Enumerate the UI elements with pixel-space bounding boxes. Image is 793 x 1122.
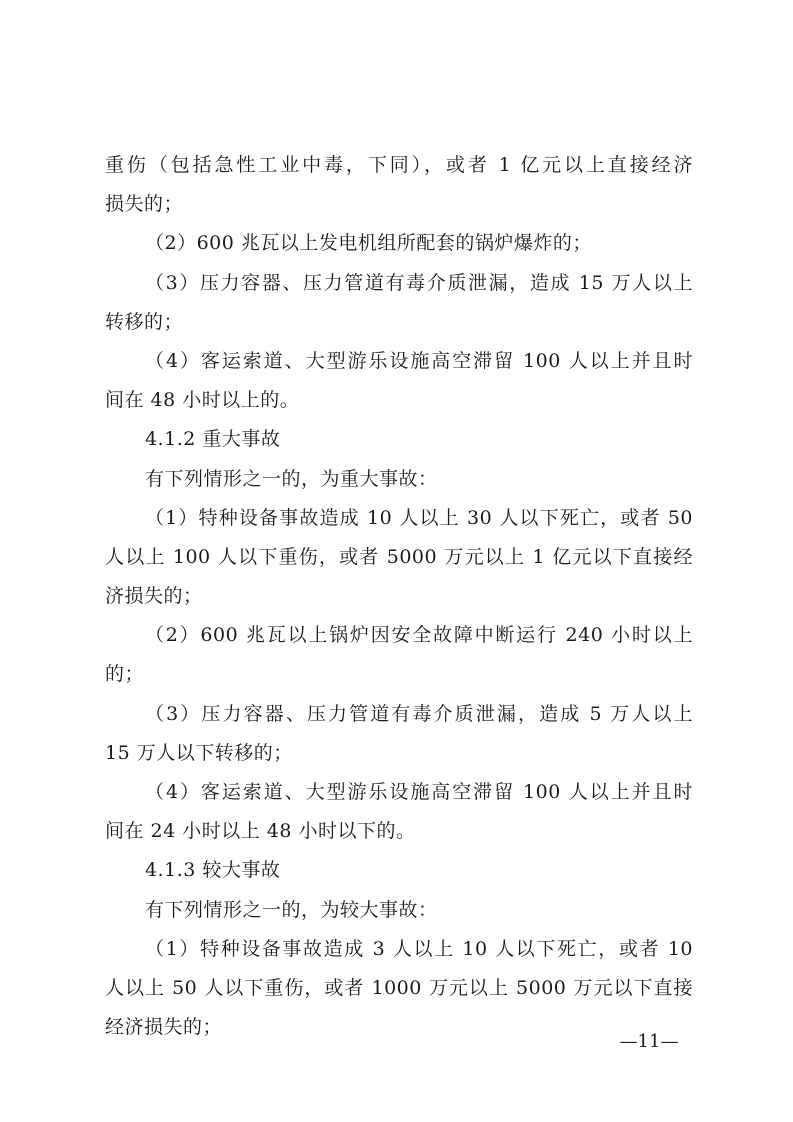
text-line: （3）压力容器、压力管道有毒介质泄漏，造成 15 万人以上 [145,271,693,294]
section-heading: 4.1.3 较大事故 [145,859,281,882]
text-line: （2）600 兆瓦以上锅炉因安全故障中断运行 240 小时以上 [145,624,693,647]
text-line: （1）特种设备事故造成 10 人以上 30 人以下死亡，或者 50 [145,506,693,529]
text-line: 损失的； [105,193,184,216]
text-line: 人以上 50 人以下重伤，或者 1000 万元以上 5000 万元以下直接 [105,976,693,999]
text-line: （3）压力容器、压力管道有毒介质泄漏，造成 5 万人以上 [145,702,693,725]
text-line: 有下列情形之一的，为较大事故： [145,898,438,921]
text-line: 转移的； [105,310,184,333]
text-line: （2）600 兆瓦以上发电机组所配套的锅炉爆炸的； [145,232,592,255]
text-line: 人以上 100 人以下重伤，或者 5000 万元以上 1 亿元以下直接经 [105,545,693,568]
section-heading: 4.1.2 重大事故 [145,428,281,451]
text-line: （4）客运索道、大型游乐设施高空滞留 100 人以上并且时 [145,781,693,803]
text-line: 重伤（包括急性工业中毒，下同），或者 1 亿元以上直接经济 [105,154,693,176]
text-line: 15 万人以下转移的； [105,741,293,764]
text-line: 的； [105,663,145,686]
text-line: （4）客运索道、大型游乐设施高空滞留 100 人以上并且时 [145,349,693,372]
page-number: —11— [619,1031,679,1052]
text-line: 间在 48 小时以上的。 [105,389,300,412]
text-line: 济损失的； [105,585,203,608]
text-line: （1）特种设备事故造成 3 人以上 10 人以下死亡，或者 10 [145,937,693,960]
text-line: 间在 24 小时以上 48 小时以下的。 [105,820,416,843]
text-line: 经济损失的； [105,1016,223,1039]
document-body [105,146,693,1047]
text-line: 有下列情形之一的，为重大事故： [145,467,438,490]
